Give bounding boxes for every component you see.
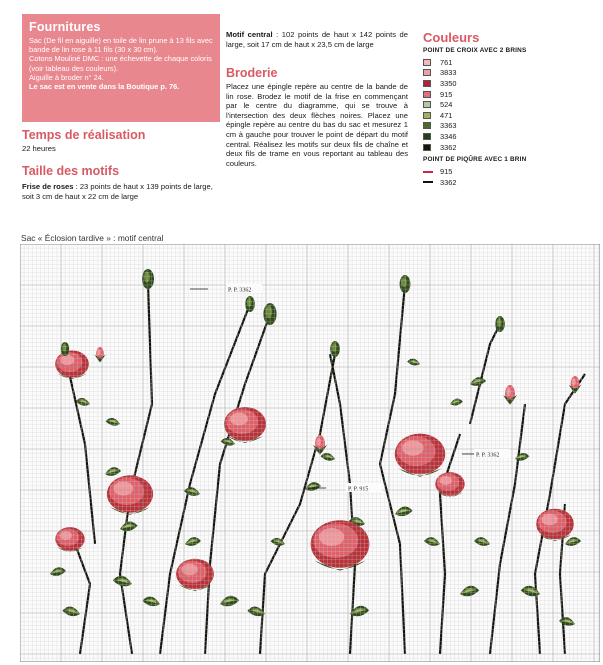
color-code: 3350 — [440, 78, 457, 88]
color-code: 3362 — [440, 142, 457, 152]
rose-petal — [60, 355, 74, 365]
croix-label: POINT DE CROIX AVEC 2 BRINS — [423, 47, 527, 54]
croix-color-row — [423, 110, 599, 121]
closed-bud-highlight — [497, 318, 502, 327]
fournitures-title: Fournitures — [29, 20, 101, 34]
rose-petal — [402, 440, 424, 455]
couleurs-panel — [423, 30, 599, 188]
croix-list — [423, 57, 599, 152]
backstitch-line — [423, 171, 433, 173]
croix-color-row — [423, 131, 599, 142]
fournitures-line: Sac (De fil en aiguille) en toile de lin prune à 13 fils avec bande de lin rose à 11 fils (30 x 30 cm). — [29, 36, 213, 55]
piqure-list — [423, 166, 599, 187]
frise-label: Frise de roses — [22, 182, 74, 191]
broderie-title: Broderie — [226, 66, 278, 80]
frise-text: : 23 points de haut x 139 points de large, soit 3 cm de haut x 22 cm de large — [22, 182, 213, 201]
closed-bud-highlight — [401, 277, 406, 287]
broderie-text: Placez une épingle repère au centre de la bande de lin rose. Brodez le motif de la frise en commençant par le centre du diagramme, qui se trouve à l'intersection des deux flèches noires. Placez une épingle repère au centre du bas du sac et mesurez 1 cm à gauche pour trouver le point de départ du motif central. Réalisez les motifs sur deux fils de chaîne et deux fils de trame en vous reportant au tableau des couleurs. — [226, 82, 408, 168]
fournitures-box — [22, 14, 220, 122]
color-swatch — [423, 122, 431, 129]
color-code: 524 — [440, 100, 453, 110]
frise-size — [22, 182, 220, 201]
chart-caption: Sac « Éclosion tardive » : motif central — [21, 233, 164, 243]
color-code: 761 — [440, 57, 453, 67]
croix-color-row — [423, 78, 599, 89]
rosebud-highlight — [97, 349, 101, 355]
croix-color-row — [423, 68, 599, 79]
fournitures-line: Aiguille à broder n° 24. — [29, 72, 104, 82]
croix-color-row — [423, 99, 599, 110]
croix-color-row — [423, 57, 599, 68]
rose-petal — [114, 481, 134, 495]
color-swatch — [423, 112, 431, 119]
temps-value: 22 heures — [22, 144, 56, 153]
closed-bud-highlight — [266, 306, 273, 318]
cross-stitch-chart — [20, 244, 600, 662]
color-swatch — [423, 101, 431, 108]
color-code: 3363 — [440, 121, 457, 131]
color-code: 3833 — [440, 68, 457, 78]
croix-color-row — [423, 142, 599, 153]
boutique-note: Le sac est en vente dans la Boutique p. 76. — [29, 82, 180, 92]
color-swatch — [423, 144, 431, 151]
closed-bud-highlight — [62, 344, 66, 352]
piqure-color-row — [423, 177, 599, 188]
couleurs-title: Couleurs — [423, 30, 480, 45]
color-code: 3346 — [440, 131, 457, 141]
backstitch-label: P. P. 3362 — [228, 287, 252, 294]
piqure-label: POINT DE PIQÛRE AVEC 1 BRIN — [423, 156, 527, 164]
color-swatch — [423, 59, 431, 66]
croix-color-row — [423, 121, 599, 132]
taille-title: Taille des motifs — [22, 164, 120, 178]
color-swatch — [423, 91, 431, 98]
color-swatch — [423, 80, 431, 87]
color-code: 3362 — [440, 177, 457, 187]
motif-text: : 102 points de haut x 142 points de large, soit 17 cm de haut x 23,5 cm de large — [226, 30, 408, 49]
color-code: 915 — [440, 89, 453, 99]
motif-size — [226, 30, 408, 49]
rose-petal — [542, 514, 558, 526]
rose-petal — [60, 531, 73, 540]
fournitures-line: Cotons Mouliné DMC : une échevette de chaque coloris (voir tableau des couleurs). — [29, 54, 212, 73]
rose-petal — [440, 476, 453, 485]
color-swatch — [423, 133, 431, 140]
rosebud-highlight — [316, 438, 321, 446]
piqure-color-row — [423, 166, 599, 177]
rose-petal — [230, 413, 248, 426]
color-code: 915 — [440, 167, 453, 177]
temps-title: Temps de réalisation — [22, 128, 146, 142]
backstitch-label: P. P. 3362 — [476, 452, 500, 459]
backstitch-label: P. P. 915 — [348, 486, 369, 493]
color-code: 471 — [440, 110, 453, 120]
croix-color-row — [423, 89, 599, 100]
rosebud-highlight — [572, 378, 576, 385]
color-swatch — [423, 69, 431, 76]
motif-label: Motif central — [226, 30, 273, 39]
backstitch-line — [423, 181, 433, 183]
